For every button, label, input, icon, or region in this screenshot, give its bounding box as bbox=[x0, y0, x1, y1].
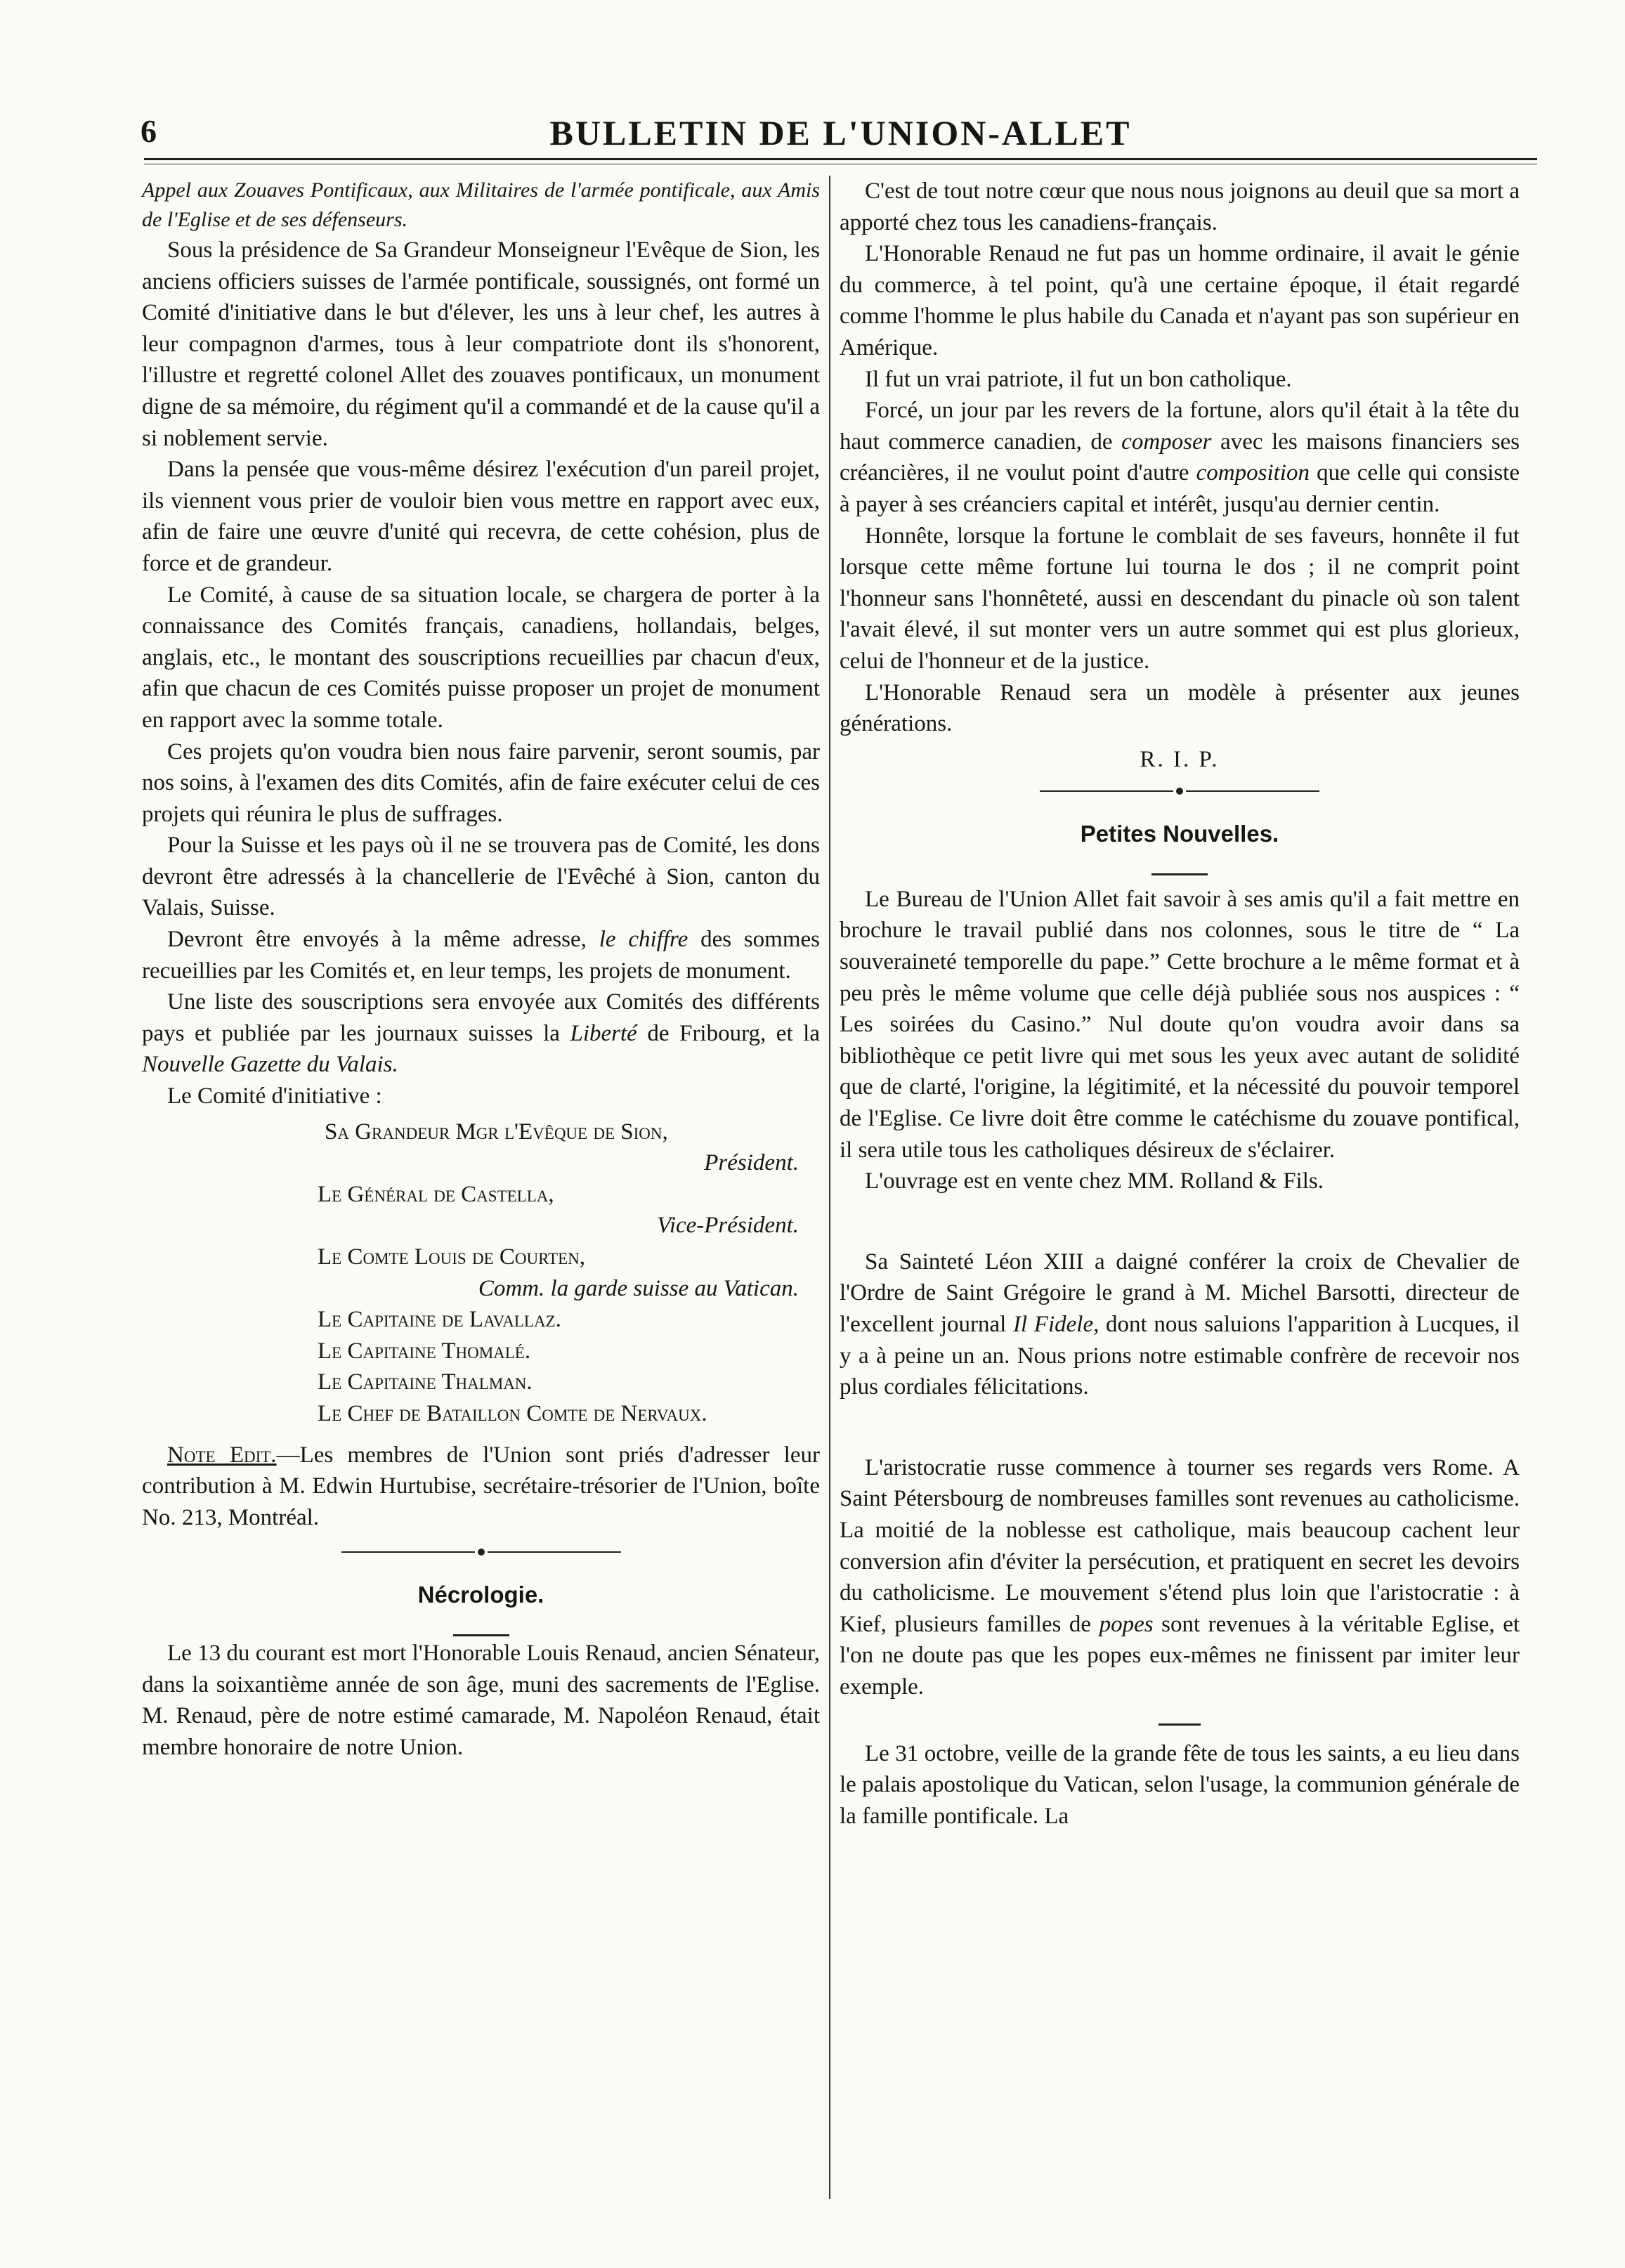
appeal-paragraph bbox=[142, 986, 820, 1081]
newspaper-name: Liberté bbox=[570, 1020, 637, 1046]
ornament-line bbox=[488, 1551, 621, 1553]
text-run: Devront être envoyés à la même adresse, bbox=[167, 927, 587, 953]
heading-dash bbox=[142, 1614, 820, 1638]
appeal-paragraph bbox=[142, 924, 820, 986]
ornament-dot bbox=[478, 1549, 485, 1556]
appeal-paragraph: Le Comité, à cause de sa situation locale, se chargera de porter à la connaissance des Comités français, canadiens, hollandais, belges, anglais, etc., le montant des souscriptions recueillies par chacun d'eux, afin que chacun de ces Comités puisse proposer un projet de monument en rapport avec la somme totale. bbox=[142, 582, 820, 733]
necrology-paragraph: L'Honorable Renaud ne fut pas un homme ordinaire, il avait le génie du commerce, à tel point, qu'à une certaine époque, il était regardé comme l'homme le plus habile du Canada et n'ayant pas son supérieur en Amérique. bbox=[840, 241, 1520, 360]
italic-run: composer bbox=[1121, 429, 1212, 455]
appeal-paragraph: Pour la Suisse et les pays où il ne se trouvera pas de Comité, les dons devront être adressés à la chancellerie de l'Evêché à Sion, canton du Valais, Suisse. bbox=[142, 833, 820, 921]
note-text: —Les membres de l'Union sont priés d'adresser leur contribution à M. Edwin Hurtubise, secrétaire-trésorier de l'Union, boîte No. 213, Montréal. bbox=[142, 1442, 820, 1530]
heading-dash bbox=[840, 853, 1520, 877]
appeal-paragraph: Ces projets qu'on voudra bien nous faire parvenir, seront soumis, par nos soins, à l'examen des dits Comités, afin de faire exécuter celui de ces projets qui réunira le plus de suffrages. bbox=[142, 738, 820, 827]
news-separator bbox=[840, 1197, 1520, 1246]
news-dash bbox=[840, 1703, 1520, 1738]
necrology-paragraph: L'Honorable Renaud sera un modèle à présenter aux jeunes générations. bbox=[840, 679, 1520, 737]
newspaper-name: Nouvelle Gazette du Valais. bbox=[142, 1052, 398, 1078]
appeal-paragraph: Sous la présidence de Sa Grandeur Monseigneur l'Evêque de Sion, les anciens officiers suisses de l'armée pontificale, soussignés, ont formé un Comité d'initiative dans le but d'élever, les uns à leur chef, les autres à leur compagnon d'armes, tous à leur compatriote dont ils s'honorent, l'illustre et regretté colonel Allet des zouaves pontificaux, un monument digne de sa mémoire, du régiment qu'il a commandé et de la cause qu'il a si noblement servie. bbox=[142, 237, 820, 451]
italic-run: composition bbox=[1196, 460, 1310, 486]
editor-note bbox=[142, 1440, 820, 1534]
committee-member: Le Capitaine Thalman. bbox=[318, 1369, 533, 1395]
committee-role: Vice-Président. bbox=[657, 1213, 799, 1239]
text-run: des sommes recueillies par les Comités et, en leur temps, les projets de monument. bbox=[142, 927, 821, 984]
italic-run: popes bbox=[1099, 1611, 1154, 1637]
newspaper-name: Il Fidele, bbox=[1013, 1312, 1099, 1337]
necrology-paragraph: Le 13 du courant est mort l'Honorable Louis Renaud, ancien Sénateur, dans la soixantième année de son âge, muni des sacrements de l'Eglise. M. Renaud, père de notre estimé camarade, M. Napoléon Renaud, était membre honoraire de notre Union. bbox=[142, 1640, 820, 1760]
news-item bbox=[840, 1246, 1520, 1403]
committee-member: Le Chef de Bataillon Comte de Nervaux. bbox=[318, 1400, 707, 1426]
text-run: Sa Sainteté Léon XIII a daigné conférer la croix de Chevalier de l'Ordre de Saint Grégoire le grand à M. Michel Barsotti, directeur de l'excellent journal bbox=[840, 1249, 1520, 1337]
news-item: L'ouvrage est en vente chez MM. Rolland & Fils. bbox=[865, 1168, 1324, 1194]
left-column bbox=[142, 176, 820, 1763]
news-item: Le Bureau de l'Union Allet fait savoir à ses amis qu'il a fait mettre en brochure le travail publié dans nos colonnes, sous le titre de “ La souveraineté temporelle du pape.” Cette brochure a le même format et à peu près le même volume que celle déjà publiée sous nos auspices : “ Les soirées du Casino.” Nul doute qu'on voudra avoir dans sa bibliothèque ce petit livre qui met sous les yeux avec autant de solidité que de clarté, l'origine, la légitimité, et la nécessité du pouvoir temporel de l'Eglise. Ce livre doit être comme le catéchisme du zouave pontifical, il sera utile tous les catholiques désireux de s'éclairer. bbox=[840, 886, 1520, 1163]
italic-run: le chiffre bbox=[599, 927, 688, 953]
committee-member: Le Capitaine de Lavallaz. bbox=[318, 1307, 561, 1333]
text-run: Une liste des souscriptions sera envoyée aux Comités des différents pays et publiée par les journaux suisses la bbox=[142, 989, 820, 1046]
text-run: de Fribourg, et la bbox=[647, 1020, 820, 1046]
committee-member: Le Capitaine Thomalé. bbox=[318, 1338, 531, 1364]
committee-member: Le Général de Castella, bbox=[318, 1181, 554, 1207]
news-item bbox=[840, 1452, 1520, 1703]
committee-list bbox=[142, 1116, 820, 1430]
text-run: que celle qui consiste à payer à ses créanciers capital et intérêt, jusqu'au dernier centin. bbox=[840, 460, 1520, 517]
right-column bbox=[840, 176, 1520, 1832]
news-item: Le 31 octobre, veille de la grande fête de tous les saints, a eu lieu dans le palais apostolique du Vatican, selon l'usage, la communion générale de la famille pontificale. La bbox=[840, 1740, 1520, 1829]
ornament-line bbox=[1186, 790, 1319, 792]
news-heading: Petites Nouvelles. bbox=[1080, 821, 1279, 847]
committee-member: Le Comte Louis de Courten, bbox=[318, 1244, 586, 1270]
text-run: L'aristocratie russe commence à tourner ses regards vers Rome. A Saint Pétersbourg de nombreuses familles sont revenues au catholicisme. La moitié de la noblesse est catholique, mais beaucoup cachent leur conversion afin d'éviter la persécution, et pratiquent en secret les devoirs du catholicisme. Le mouvement s'étend plus loin que l'aristocratie : à Kief, plusieurs familles de bbox=[840, 1454, 1520, 1637]
necrology-paragraph: Il fut un vrai patriote, il fut un bon catholique. bbox=[865, 366, 1292, 392]
committee-role: Comm. la garde suisse au Vatican. bbox=[478, 1275, 799, 1301]
appeal-title: Appel aux Zouaves Pontificaux, aux Militaires de l'armée pontificale, aux Amis de l'Eglise et de ses défenseurs. bbox=[142, 178, 820, 231]
text-run: Forcé, un jour par les revers de la fortune, alors qu'il était à la tête du haut commerce canadien, de bbox=[840, 398, 1520, 455]
text-run: sont revenues à la véritable Eglise, et l'on ne doute pas que les popes eux-mêmes ne finissent par imiter leur exemple. bbox=[840, 1611, 1520, 1700]
ornament-line bbox=[1040, 790, 1173, 792]
ornament-line bbox=[341, 1551, 475, 1553]
column-divider bbox=[829, 176, 830, 2199]
header-rule bbox=[144, 158, 1537, 160]
appeal-paragraph: Dans la pensée que vous-même désirez l'exécution d'un pareil projet, ils viennent vous prier de vouloir bien vous mettre en rapport avec eux, afin de faire une œuvre d'unité qui recevra, de cette cohésion, plus de force et de grandeur. bbox=[142, 457, 820, 576]
committee-intro: Le Comité d'initiative : bbox=[167, 1083, 382, 1109]
necrology-heading: Nécrologie. bbox=[417, 1582, 544, 1608]
necrology-paragraph: C'est de tout notre cœur que nous nous joignons au deuil que sa mort a apporté chez tous les canadiens-français. bbox=[840, 178, 1520, 235]
ornament-divider bbox=[142, 1543, 820, 1571]
committee-role: Président. bbox=[704, 1150, 799, 1176]
text-run: avec les maisons financiers ses créancières, il ne voulut point d'autre bbox=[840, 429, 1520, 486]
necrology-paragraph: Honnête, lorsque la fortune le comblait de ses faveurs, honnête il fut lorsque cette même fortune lui tourna le dos ; il ne comprit point l'honneur sans l'honnêteté, aussi en descendant du pinacle où son talent l'avait élevé, il sut monter vers un autre sommet qui est plus glorieux, celui de l'honneur et de la justice. bbox=[840, 523, 1520, 674]
rip-line: R. I. P. bbox=[1140, 746, 1220, 772]
news-separator bbox=[840, 1403, 1520, 1452]
text-run: dont nous saluions l'apparition à Lucques, il y a à peine un an. Nous prions notre estimable confrère de recevoir nos plus cordiales félicitations. bbox=[840, 1312, 1520, 1400]
committee-member: Sa Grandeur Mgr l'Evêque de Sion, bbox=[325, 1119, 668, 1145]
ornament-dot bbox=[1176, 788, 1183, 795]
note-label: Note Edit. bbox=[167, 1442, 277, 1468]
bulletin-title: BULLETIN DE L'UNION-ALLET bbox=[549, 113, 1132, 152]
necrology-paragraph bbox=[840, 395, 1520, 520]
ornament-divider bbox=[840, 782, 1520, 810]
page-number: 6 bbox=[141, 113, 157, 149]
page-header bbox=[141, 112, 1541, 155]
